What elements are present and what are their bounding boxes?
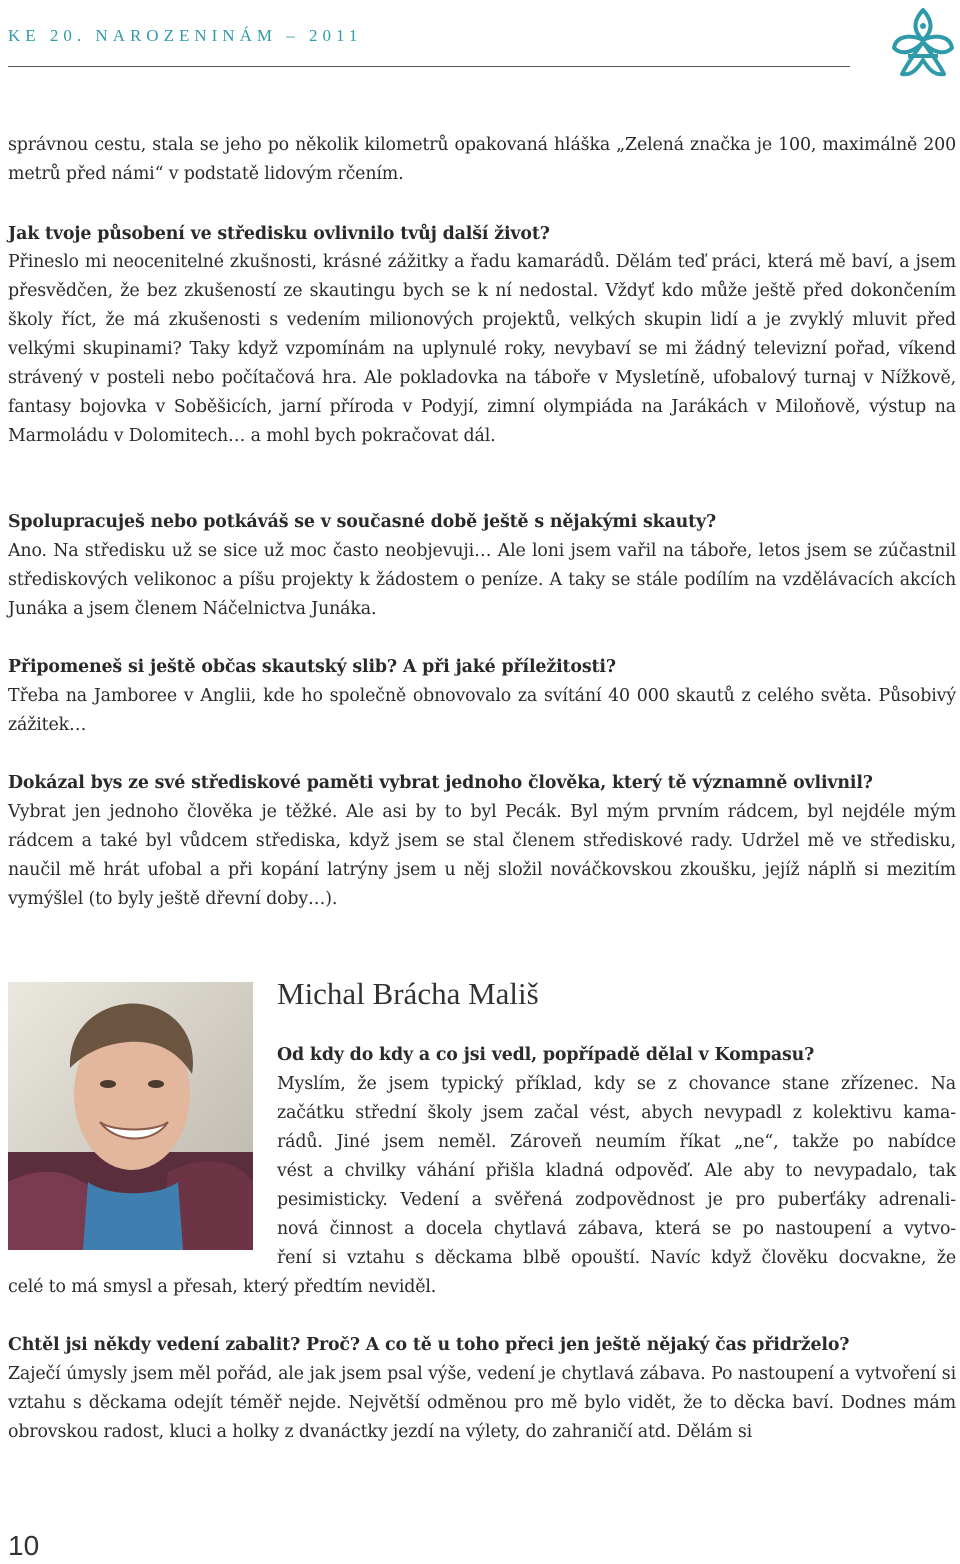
answer-kompas-line: rádů. Jiné jsem neměl. Zároveň neumím říkat „ne“, takže po nabídce xyxy=(277,1132,956,1152)
scout-lily-logo-icon xyxy=(888,6,958,84)
profile-name: Michal Brácha Mališ xyxy=(277,976,539,1011)
question-cooperation: Spolupracuješ nebo potkáváš se v současné době ještě s nějakými skauty? xyxy=(8,512,717,532)
answer-kompas-line: Myslím, že jsem typický příklad, kdy se z chovance stane zřízenec. Na xyxy=(277,1074,956,1094)
answer-kompas-line: ření si vztahu s děckama blbě opouští. Navíc když člověku docvakne, že xyxy=(277,1248,956,1268)
question-scout-promise: Připomeneš si ještě občas skautský slib? A při jaké příležitosti? xyxy=(8,657,616,677)
page-number: 10 xyxy=(8,1530,40,1561)
answer-kompas-line: pesimisticky. Vedení a svěřená zodpovědnost je pro puberťáky adrenali- xyxy=(277,1190,956,1210)
question-influence: Jak tvoje působení ve středisku ovlivnilo tvůj další život? xyxy=(8,224,550,244)
answer-mentor: Vybrat jen jednoho člověka je těžké. Ale asi by to byl Pecák. Byl mým prvním rádcem, byl nejdéle mým rádcem a také byl vůdcem střediska, když jsem se stal členem střediskové rady. Udržel mě ve středisku, naučil mě hrát ufobal a při kopání latrýny jsem u něj složil nováčkovskou zkoušku, jejíž náplň si mezitím vymýšlel (to byly ještě dřevní doby…). xyxy=(8,802,956,909)
answer-kompas-line: nová činnost a docela chytlavá zábava, která se po nastoupení a vytvo- xyxy=(277,1219,956,1239)
answer-cooperation: Ano. Na středisku už se sice už moc často neobjevuji… Ale loni jsem vařil na táboře, letos jsem se zúčastnil střediskových velikonoc a píšu projekty k žádostem o peníze. A taky se stále podílím na vzdělávacích akcích Junáka a jsem členem Náčelnictva Junáka. xyxy=(8,541,956,619)
question-kompas: Od kdy do kdy a co jsi vedl, popřípadě dělal v Kompasu? xyxy=(277,1045,815,1065)
intro-paragraph: správnou cestu, stala se jeho po několik kilometrů opakovaná hláška „Zelená značka je 100, maximálně 200 metrů před námi“ v podstatě lidovým rčením. xyxy=(8,135,956,184)
running-header: KE 20. NAROZENINÁM – 2011 xyxy=(8,26,363,45)
question-mentor: Dokázal bys ze své střediskové paměti vybrat jednoho člověka, který tě významně ovlivnil? xyxy=(8,773,873,793)
answer-scout-promise: Třeba na Jamboree v Anglii, kde ho společně obnovovalo za svítání 40 000 skautů z celého světa. Působivý zážitek… xyxy=(8,686,956,735)
question-quit: Chtěl jsi někdy vedení zabalit? Proč? A co tě u toho přeci jen ještě nějaký čas přidrželo? xyxy=(8,1335,850,1355)
answer-kompas-line: začátku střední školy jsem začal vést, abych nevypadl z kolektivu kama- xyxy=(277,1103,956,1123)
answer-kompas-last-line: celé to má smysl a přesah, který předtím neviděl. xyxy=(8,1277,437,1297)
answer-influence: Přineslo mi neocenitelné zkušnosti, krásné zážitky a řadu kamarádů. Dělám teď práci, která mě baví, a jsem přesvědčen, že bez zkušeností ze skautingu bych se k ní nedostal. Vždyť kdo může ještě před dokončením školy říct, že má zkušenosti s vedením milionových projektů, velkých skupin lidí a je zvyklý mluvit před velkými skupinami? Taky když vzpomínám na uplynulé roky, nevybaví se mi žádný televizní pořad, víkend strávený v posteli nebo počítačová hra. Ale pokladovka na táboře v Mysletíně, ufobalový turnaj v Nížkově, fantasy bojovka v Soběšicích, jarní příroda v Podyjí, zimní olympiáda na Jarákách v Miloňově, výstup na Marmoládu v Dolomitech… a mohl bych pokračovat dál. xyxy=(8,252,956,446)
header-divider xyxy=(8,66,850,67)
answer-kompas-line: vést a chvilky váhání přišla kladná odpověď. Ale aby to nevypadalo, tak xyxy=(277,1161,956,1181)
portrait-photo xyxy=(8,982,253,1250)
answer-kompas-wrapped xyxy=(277,1070,956,1273)
answer-quit: Zaječí úmysly jsem měl pořád, ale jak jsem psal výše, vedení je chytlavá zábava. Po nastoupení a vytvoření si vztahu s děckama odejít téměř nejde. Největší odměnou pro mě bylo vidět, že to děcka baví. Dodnes mám obrovskou radost, kluci a holky z dvanáctky jezdí na výlety, do zahraničí atd. Dělám si xyxy=(8,1364,956,1442)
